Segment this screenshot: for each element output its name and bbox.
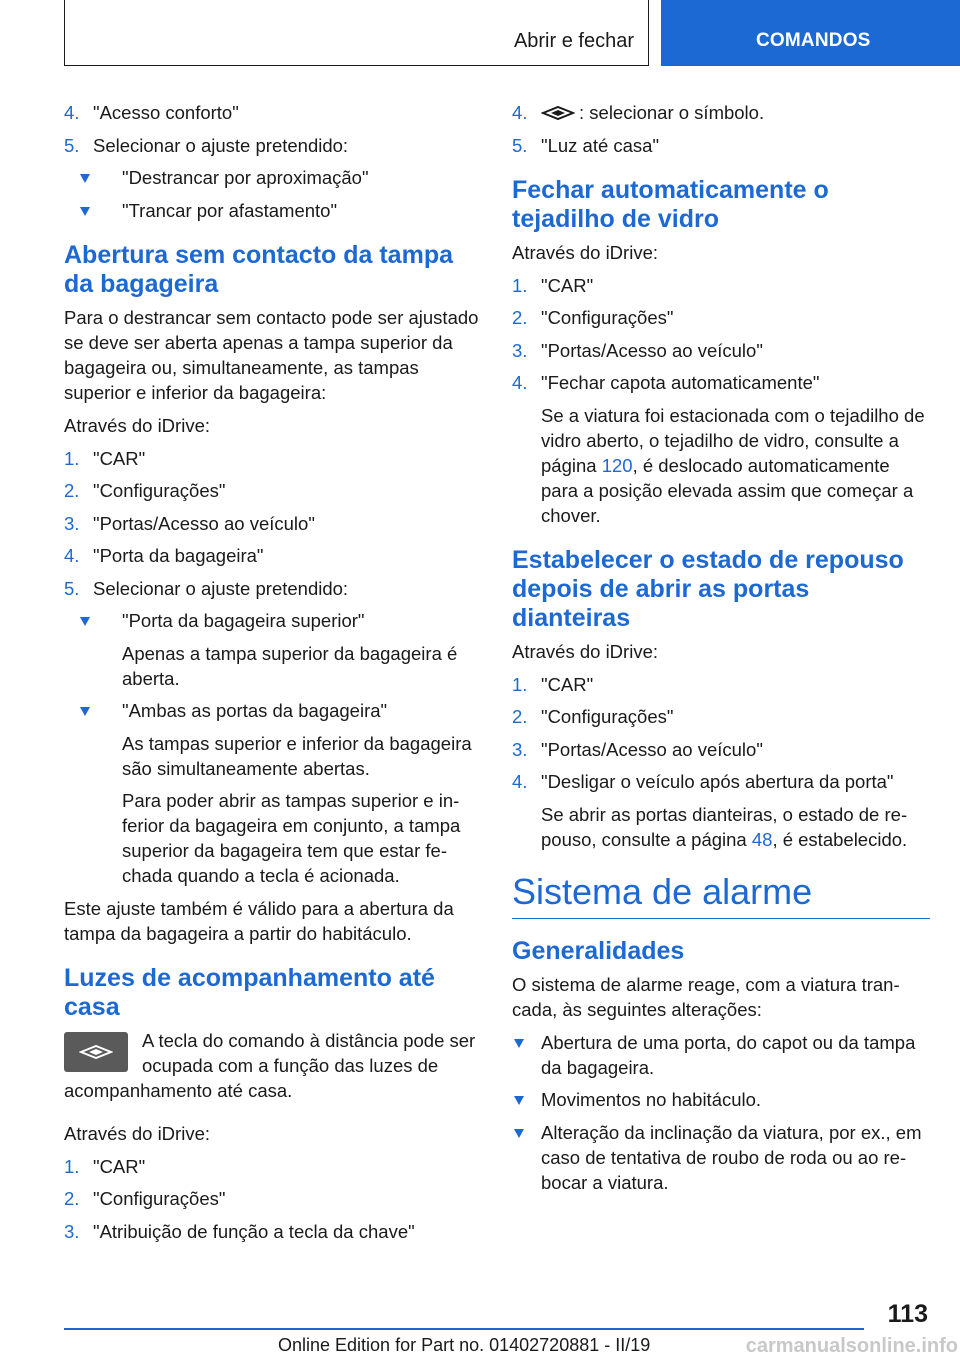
bullet-item: "Ambas as portas da bagageira" [64, 698, 480, 723]
paragraph: O sistema de alarme reage, com a viatura trancada, às seguintes alterações: [512, 973, 900, 1020]
paragraph: Através do iDrive: [64, 414, 210, 436]
footer-rule [64, 1328, 864, 1330]
chapter-heading: Sistema de alarme [512, 872, 930, 919]
list-item: 4. "Acesso conforto" [64, 102, 239, 123]
footer-edition: Online Edition for Part no. 01402720881 - II/19 [278, 1335, 651, 1355]
chapter-title: COMANDOS [756, 30, 871, 51]
bullet-item: "Destrancar por aproximação" [64, 165, 480, 190]
bullet-note: Apenas a tampa superior da bagageira é aberta. [122, 642, 458, 689]
bullet-item: Abertura de uma porta, do capot ou da tampa da bagageira. [512, 1030, 930, 1080]
list-item: 5. Selecionar o ajuste pretendido: [64, 577, 349, 599]
diamond-key-icon [64, 1032, 128, 1072]
list-item: 5. "Luz até casa" [512, 134, 660, 156]
list-item: 2. "Configurações" [512, 706, 674, 727]
list-item: 4. "Porta da bagageira" [64, 545, 264, 566]
bullet-item: "Trancar por afastamento" [64, 198, 480, 223]
paragraph: Através do iDrive: [512, 640, 658, 662]
section-heading: Abertura sem contacto da tampa da bagageira [64, 240, 453, 298]
right-column [512, 100, 930, 1202]
bullet-item: Alteração da inclinação da viatura, por ex., em caso de tentativa de roubo de roda ou ao rebocar a viatura. [512, 1120, 930, 1195]
list-note: Se a viatura foi estacionada com o tejadilho de vidro aberto, o tejadilho de vidro, consulte a página 120, é deslocado automaticamente para a posição elevada assim que começar a chover. [541, 404, 925, 526]
bullet-item: Movimentos no habitáculo. [512, 1087, 930, 1112]
bullet-item: "Porta da bagageira superior" [64, 608, 480, 633]
header-chapter-tab [661, 0, 960, 66]
list-note: Se abrir as portas dianteiras, o estado de repouso, consulte a página 48, é estabelecido. [541, 803, 908, 850]
header-section-box [64, 0, 649, 66]
list-item: 3. "Portas/Acesso ao veículo" [64, 512, 315, 534]
list-item: 1. "CAR" [512, 673, 594, 695]
list-item: 2. "Configurações" [512, 307, 674, 328]
section-heading: Fechar automaticamente o tejadilho de vidro [512, 175, 829, 233]
page-link-120[interactable]: 120 [601, 454, 633, 476]
paragraph: Através do iDrive: [512, 241, 658, 263]
paragraph-with-key: A tecla do comando à distância pode ser ocupada com a função das luzes de acompanhamento até casa. [64, 1029, 476, 1101]
list-item: 1. "CAR" [512, 274, 594, 296]
paragraph: Para o destrancar sem contacto pode ser ajustado se deve ser aberta apenas a tampa superior da bagageira ou, simultaneamente, as tampas superior e inferior da bagageira: [64, 306, 479, 403]
list-item: 4. : selecionar o símbolo. [512, 102, 765, 123]
list-item: 1. "CAR" [64, 447, 146, 469]
bullet-note: As tampas superior e inferior da bagageira são simultaneamente abertas. [122, 732, 472, 779]
list-item: 4. "Fechar capota automaticamente" [512, 372, 820, 393]
paragraph: Através do iDrive: [64, 1122, 210, 1144]
section-heading: Luzes de acompanhamento até casa [64, 963, 435, 1021]
paragraph: Este ajuste também é válido para a abertura da tampa da bagageira a partir do habitáculo. [64, 897, 454, 944]
list-item: 2. "Configurações" [64, 1188, 226, 1209]
watermark: carmanualsonline.info [745, 1335, 958, 1357]
section-heading: Generalidades [512, 936, 685, 965]
page-number: 113 [887, 1300, 928, 1328]
diamond-symbol-icon [541, 106, 575, 120]
list-item: 3. "Atribuição de função a tecla da chave" [64, 1220, 415, 1242]
page-link-48[interactable]: 48 [751, 828, 773, 850]
list-item: 5. Selecionar o ajuste pretendido: [64, 134, 349, 156]
list-item: 3. "Portas/Acesso ao veículo" [512, 339, 763, 361]
list-item: 2. "Configurações" [64, 480, 226, 501]
pointing-hand-icon [0, 0, 24, 28]
left-column [64, 100, 480, 1251]
section-title: Abrir e fechar [513, 30, 634, 52]
section-heading: Estabelecer o estado de repouso depois de abrir as portas dianteiras [512, 545, 904, 632]
list-item: 4. "Desligar o veículo após abertura da porta" [512, 771, 894, 792]
list-item: 1. "CAR" [64, 1155, 146, 1177]
bullet-note: Para poder abrir as tampas superior e inferior da bagageira em conjunto, a tampa superior da bagageira tem que estar fechada quando a tecla é acionada. [122, 790, 461, 886]
list-item: 3. "Portas/Acesso ao veículo" [512, 738, 763, 760]
